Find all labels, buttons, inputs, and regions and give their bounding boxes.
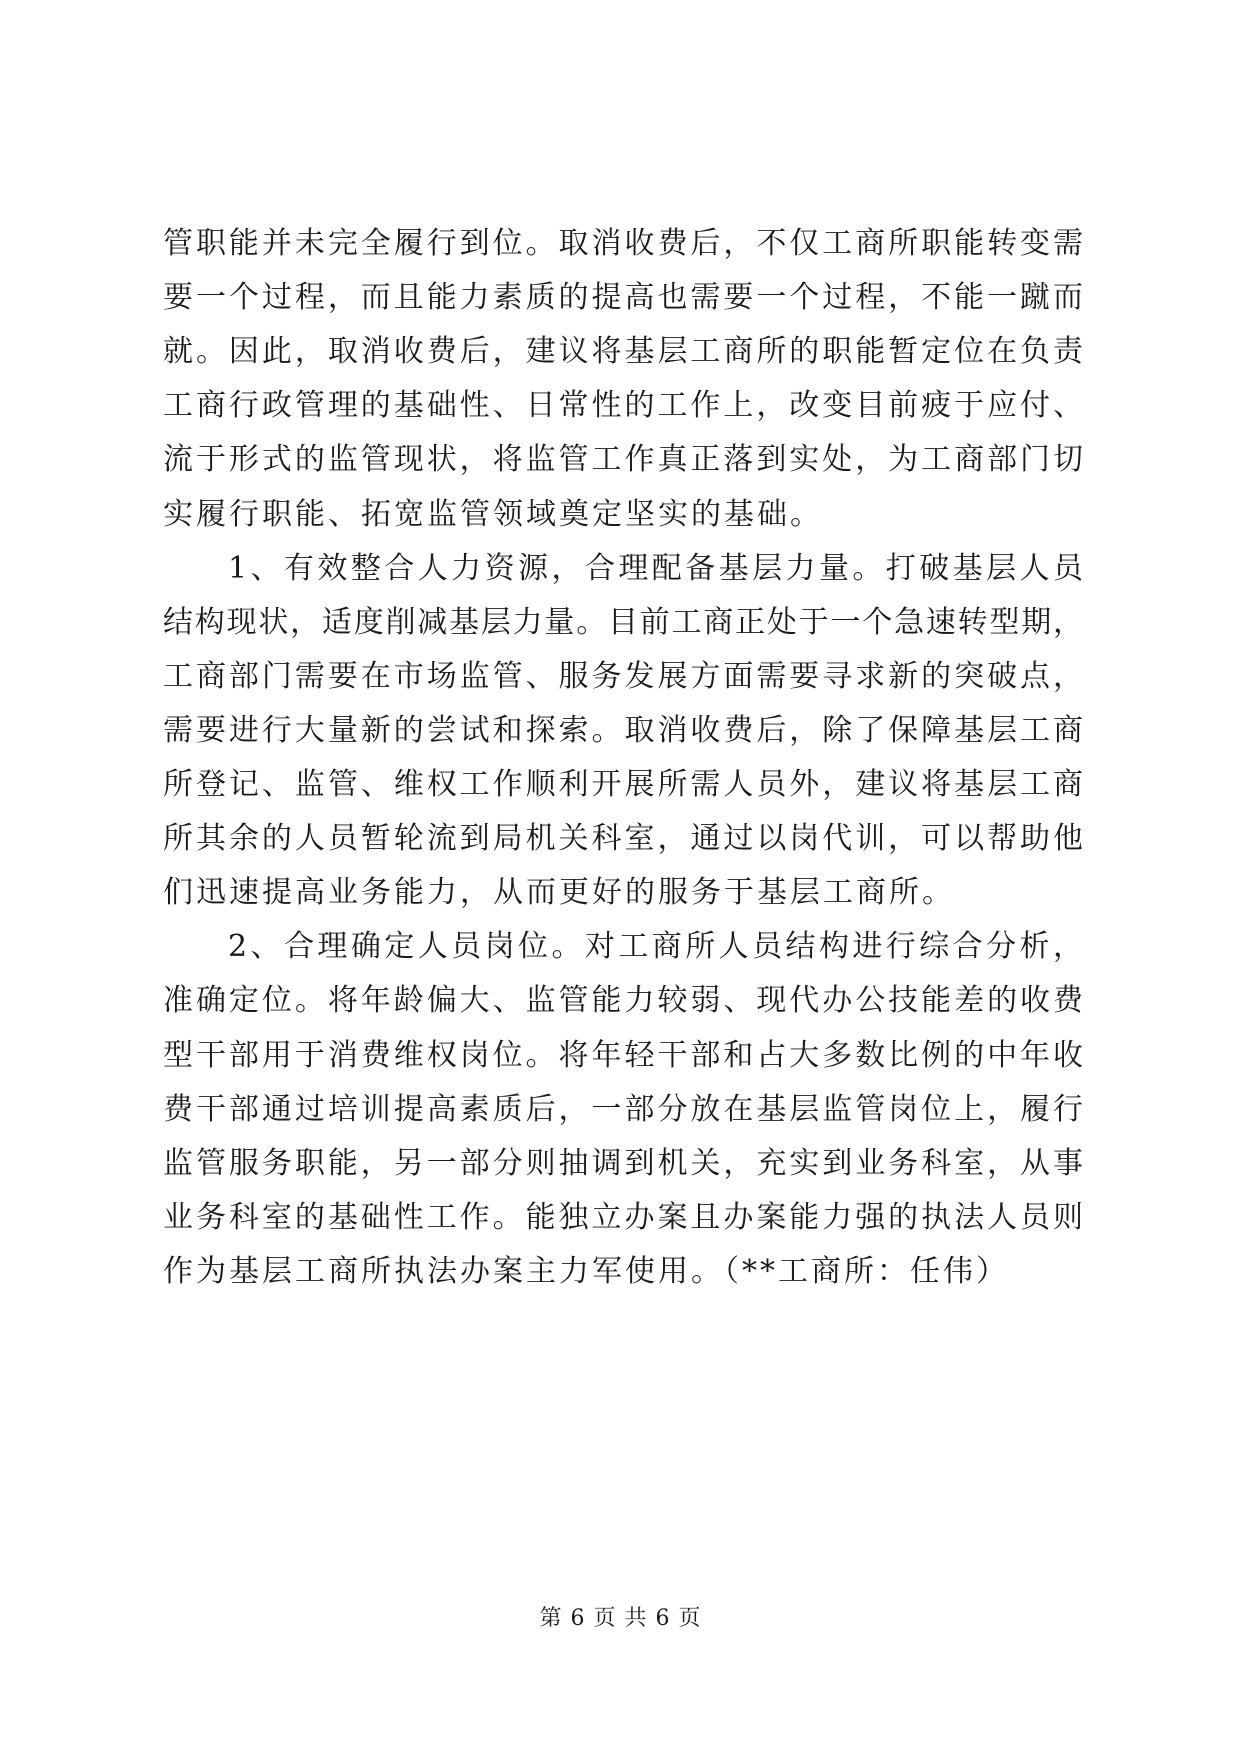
text-line: 要一个过程，而且能力素质的提高也需要一个过程，不能一蹴而 (163, 280, 1083, 315)
text-line: 准确定位。将年龄偏大、监管能力较弱、现代办公技能差的收费 (163, 983, 1083, 1018)
text-line: 所登记、监管、维权工作顺利开展所需人员外，建议将基层工商 (163, 767, 1083, 802)
text-line: 2、合理确定人员岗位。对工商所人员结构进行综合分析， (228, 929, 1083, 964)
text-line: 需要进行大量新的尝试和探索。取消收费后，除了保障基层工商 (163, 713, 1083, 748)
text-line: 1、有效整合人力资源，合理配备基层力量。打破基层人员 (228, 551, 1083, 586)
text-line: 们迅速提高业务能力，从而更好的服务于基层工商所。 (163, 875, 955, 910)
text-line: 结构现状，适度削减基层力量。目前工商正处于一个急速转型期， (163, 605, 1083, 640)
text-line: 业务科室的基础性工作。能独立办案且办案能力强的执法人员则 (163, 1200, 1083, 1235)
text-line: 管职能并未完全履行到位。取消收费后，不仅工商所职能转变需 (163, 226, 1083, 261)
text-line: 型干部用于消费维权岗位。将年轻干部和占大多数比例的中年收 (163, 1038, 1083, 1073)
text-line: 费干部通过培训提高素质后，一部分放在基层监管岗位上，履行 (163, 1092, 1083, 1127)
text-line: 监管服务职能，另一部分则抽调到机关，充实到业务科室，从事 (163, 1146, 1083, 1181)
page-footer: 第 6 页 共 6 页 (539, 1606, 702, 1631)
text-line: 流于形式的监管现状，将监管工作真正落到实处，为工商部门切 (163, 442, 1083, 477)
text-line: 所其余的人员暂轮流到局机关科室，通过以岗代训，可以帮助他 (163, 821, 1083, 856)
text-line: 实履行职能、拓宽监管领域奠定坚实的基础。 (163, 497, 823, 532)
text-line: 工商部门需要在市场监管、服务发展方面需要寻求新的突破点， (163, 659, 1083, 694)
text-line: 作为基层工商所执法办案主力军使用。（**工商所：任伟） (163, 1254, 1009, 1289)
text-line: 工商行政管理的基础性、日常性的工作上，改变目前疲于应付、 (163, 388, 1083, 423)
text-line: 就。因此，取消收费后，建议将基层工商所的职能暂定位在负责 (163, 334, 1083, 369)
